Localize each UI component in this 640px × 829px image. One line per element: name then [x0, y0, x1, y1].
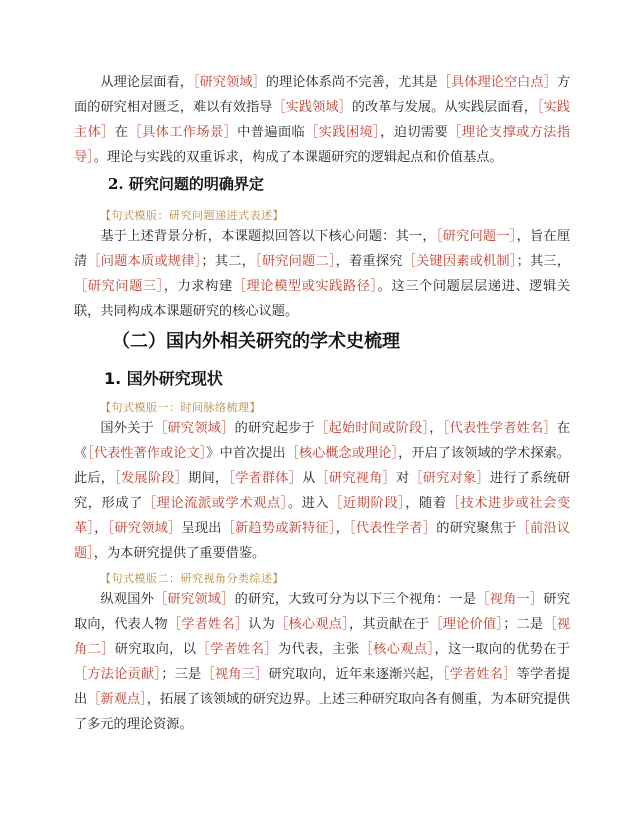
paragraph-text: ， — [429, 421, 443, 436]
placeholder-field: ［学者姓名］ — [196, 642, 278, 657]
placeholder-field: ［研究领域］ — [154, 592, 235, 607]
paragraph-text: 研究取向，以 — [114, 642, 197, 657]
placeholder-field: ［研究对象］ — [409, 471, 490, 486]
placeholder-field: ［研究视角］ — [315, 471, 396, 486]
paragraph-text: 中普遍面临 — [237, 125, 306, 140]
placeholder-field: ［技术进步或社会变革］ — [74, 496, 571, 536]
placeholder-field: ［方法论贡献］ — [74, 667, 162, 682]
paragraph-background-summary — [74, 70, 570, 170]
paragraph-text: ， — [94, 521, 108, 536]
placeholder-field: ［代表性学者姓名］ — [442, 421, 557, 436]
paragraph-text: 国外关于 — [100, 421, 155, 436]
paragraph-text: ，拓展了该领域的研究边界。上述三种研究取向各有侧重，为本研究提供了多元的理论资源。 — [74, 692, 571, 732]
placeholder-field: ［代表性学者］ — [349, 521, 437, 536]
placeholder-field: ［核心概念或理论］ — [285, 446, 399, 461]
placeholder-field: ［前沿议题］ — [74, 521, 571, 561]
paragraph-text: ；三是 — [161, 667, 202, 682]
placeholder-field: ［关键因素或机制］ — [402, 254, 517, 269]
paragraph-text: 进行了系统研究，形成了 — [74, 471, 571, 511]
placeholder-field: ［理论支撑或方法指导］ — [74, 125, 571, 165]
paragraph-text: ，力求构建 — [163, 279, 233, 294]
paragraph-text: 的理论体系尚不完善，尤其是 — [265, 75, 438, 90]
placeholder-field: ［理论模型或实践路径］ — [232, 279, 378, 294]
placeholder-field: ［理论价值］ — [429, 617, 504, 632]
placeholder-field: ［研究领域］ — [107, 521, 182, 536]
paragraph-text: 的研究聚焦于 — [436, 521, 517, 536]
paragraph-text: 的改革与发展。从实践层面看， — [351, 100, 537, 115]
paragraph-text: 研究取向，代表人物 — [74, 592, 571, 632]
placeholder-field: ［新趋势或新特征］ — [221, 521, 336, 536]
paragraph-text: 。这三个问题层层递进、逻辑关联，共同构成本课题研究的核心议题。 — [74, 279, 571, 319]
placeholder-field: ［学者群体］ — [228, 471, 303, 486]
placeholder-field: ［理论流派或学术观点］ — [142, 496, 288, 511]
template-label-progressive: 【句式模版：研究问题递进式表述】 — [100, 209, 284, 222]
placeholder-field: ［近期阶段］ — [329, 496, 406, 511]
paragraph-text: ，随着 — [405, 496, 447, 511]
placeholder-field: ［学者姓名］ — [167, 617, 249, 632]
placeholder-field: ［新观点］ — [87, 692, 147, 707]
paragraph-text: 。理论与实践的双重诉求，构成了本课题研究的逻辑起点和价值基点。 — [93, 150, 503, 165]
paragraph-text: ，迫切需要 — [380, 125, 449, 140]
paragraph-text: ，着重探究 — [335, 254, 403, 269]
placeholder-field: ［研究问题三］ — [74, 279, 164, 294]
placeholder-field: ［研究问题二］ — [255, 254, 336, 269]
placeholder-field: ［问题本质或规律］ — [87, 254, 202, 269]
placeholder-field: ［具体理论空白点］ — [437, 75, 557, 90]
subsection-title-foreign-research: 1. 国外研究现状 — [104, 369, 223, 388]
paragraph-text: ，开启了该领域的学术探索。此后， — [74, 446, 570, 486]
placeholder-field: ［核心观点］ — [275, 617, 349, 632]
placeholder-field: ［起始时间或阶段］ — [315, 421, 430, 436]
paragraph-timeline — [74, 416, 570, 566]
paragraph-text: ，旨在厘清 — [74, 229, 571, 269]
placeholder-field: ［视角一］ — [476, 592, 544, 607]
paragraph-text: 等学者提出 — [74, 667, 571, 707]
paragraph-text: 从 — [302, 471, 316, 486]
placeholder-field: ［实践主体］ — [74, 100, 571, 140]
paragraph-text: 方面的研究相对匮乏，难以有效指导 — [74, 75, 571, 115]
placeholder-field: ［研究领域］ — [154, 421, 235, 436]
paragraph-text: 对 — [395, 471, 410, 486]
paragraph-text: 在《 — [74, 421, 571, 461]
placeholder-field: ［发展阶段］ — [114, 471, 189, 486]
paragraph-text: ；其三， — [516, 254, 571, 269]
paragraph-text: 认为 — [248, 617, 276, 632]
paragraph-text: 。进入 — [287, 496, 330, 511]
paragraph-text: ，其贡献在于 — [348, 617, 430, 632]
placeholder-field: ［实践领域］ — [272, 100, 352, 115]
paragraph-text: 从理论层面看， — [100, 75, 193, 90]
placeholder-field: ［具体工作场景］ — [128, 125, 238, 140]
paragraph-text: 期间， — [188, 471, 229, 486]
paragraph-text: 呈现出 — [181, 521, 222, 536]
placeholder-field: ［视角三］ — [201, 667, 269, 682]
paragraph-text: 纵观国外 — [100, 592, 155, 607]
placeholder-field: ［实践困境］ — [305, 125, 381, 140]
section-title-literature-review: （二）国内外相关研究的学术史梳理 — [112, 331, 400, 352]
placeholder-field: ［研究问题一］ — [435, 229, 517, 244]
placeholder-field: ［代表性著作或论文］ — [87, 446, 207, 461]
paragraph-text: ，为本研究提供了重要借鉴。 — [93, 546, 266, 561]
paragraph-text: ， — [335, 521, 350, 536]
paragraph-text: 的研究，大致可分为以下三个视角：一是 — [234, 592, 477, 607]
paragraph-text: 基于上述背景分析，本课题拟回答以下核心问题：其一， — [100, 229, 436, 244]
paragraph-text: 研究取向，近年来逐渐兴起， — [268, 667, 443, 682]
paragraph-text: 》中首次提出 — [206, 446, 286, 461]
template-label-timeline: 【句式模版一：时间脉络梳理】 — [100, 401, 261, 414]
paragraph-research-questions — [74, 224, 570, 324]
template-label-perspective: 【句式模版二：研究视角分类综述】 — [100, 572, 284, 585]
paragraph-text: 在 — [114, 125, 129, 140]
placeholder-field: ［核心观点］ — [359, 642, 435, 657]
placeholder-field: ［研究领域］ — [193, 75, 266, 90]
paragraph-perspectives — [74, 587, 570, 737]
paragraph-text: ；二是 — [503, 617, 544, 632]
paragraph-text: ，这一取向的优势在于 — [434, 642, 571, 657]
paragraph-text: ；其二， — [201, 254, 256, 269]
heading-research-question: 2. 研究问题的明确界定 — [108, 175, 264, 193]
placeholder-field: ［视角二］ — [74, 617, 571, 657]
placeholder-field: ［学者姓名］ — [442, 667, 517, 682]
paragraph-text: 的研究起步于 — [234, 421, 316, 436]
paragraph-text: 为代表，主张 — [277, 642, 360, 657]
